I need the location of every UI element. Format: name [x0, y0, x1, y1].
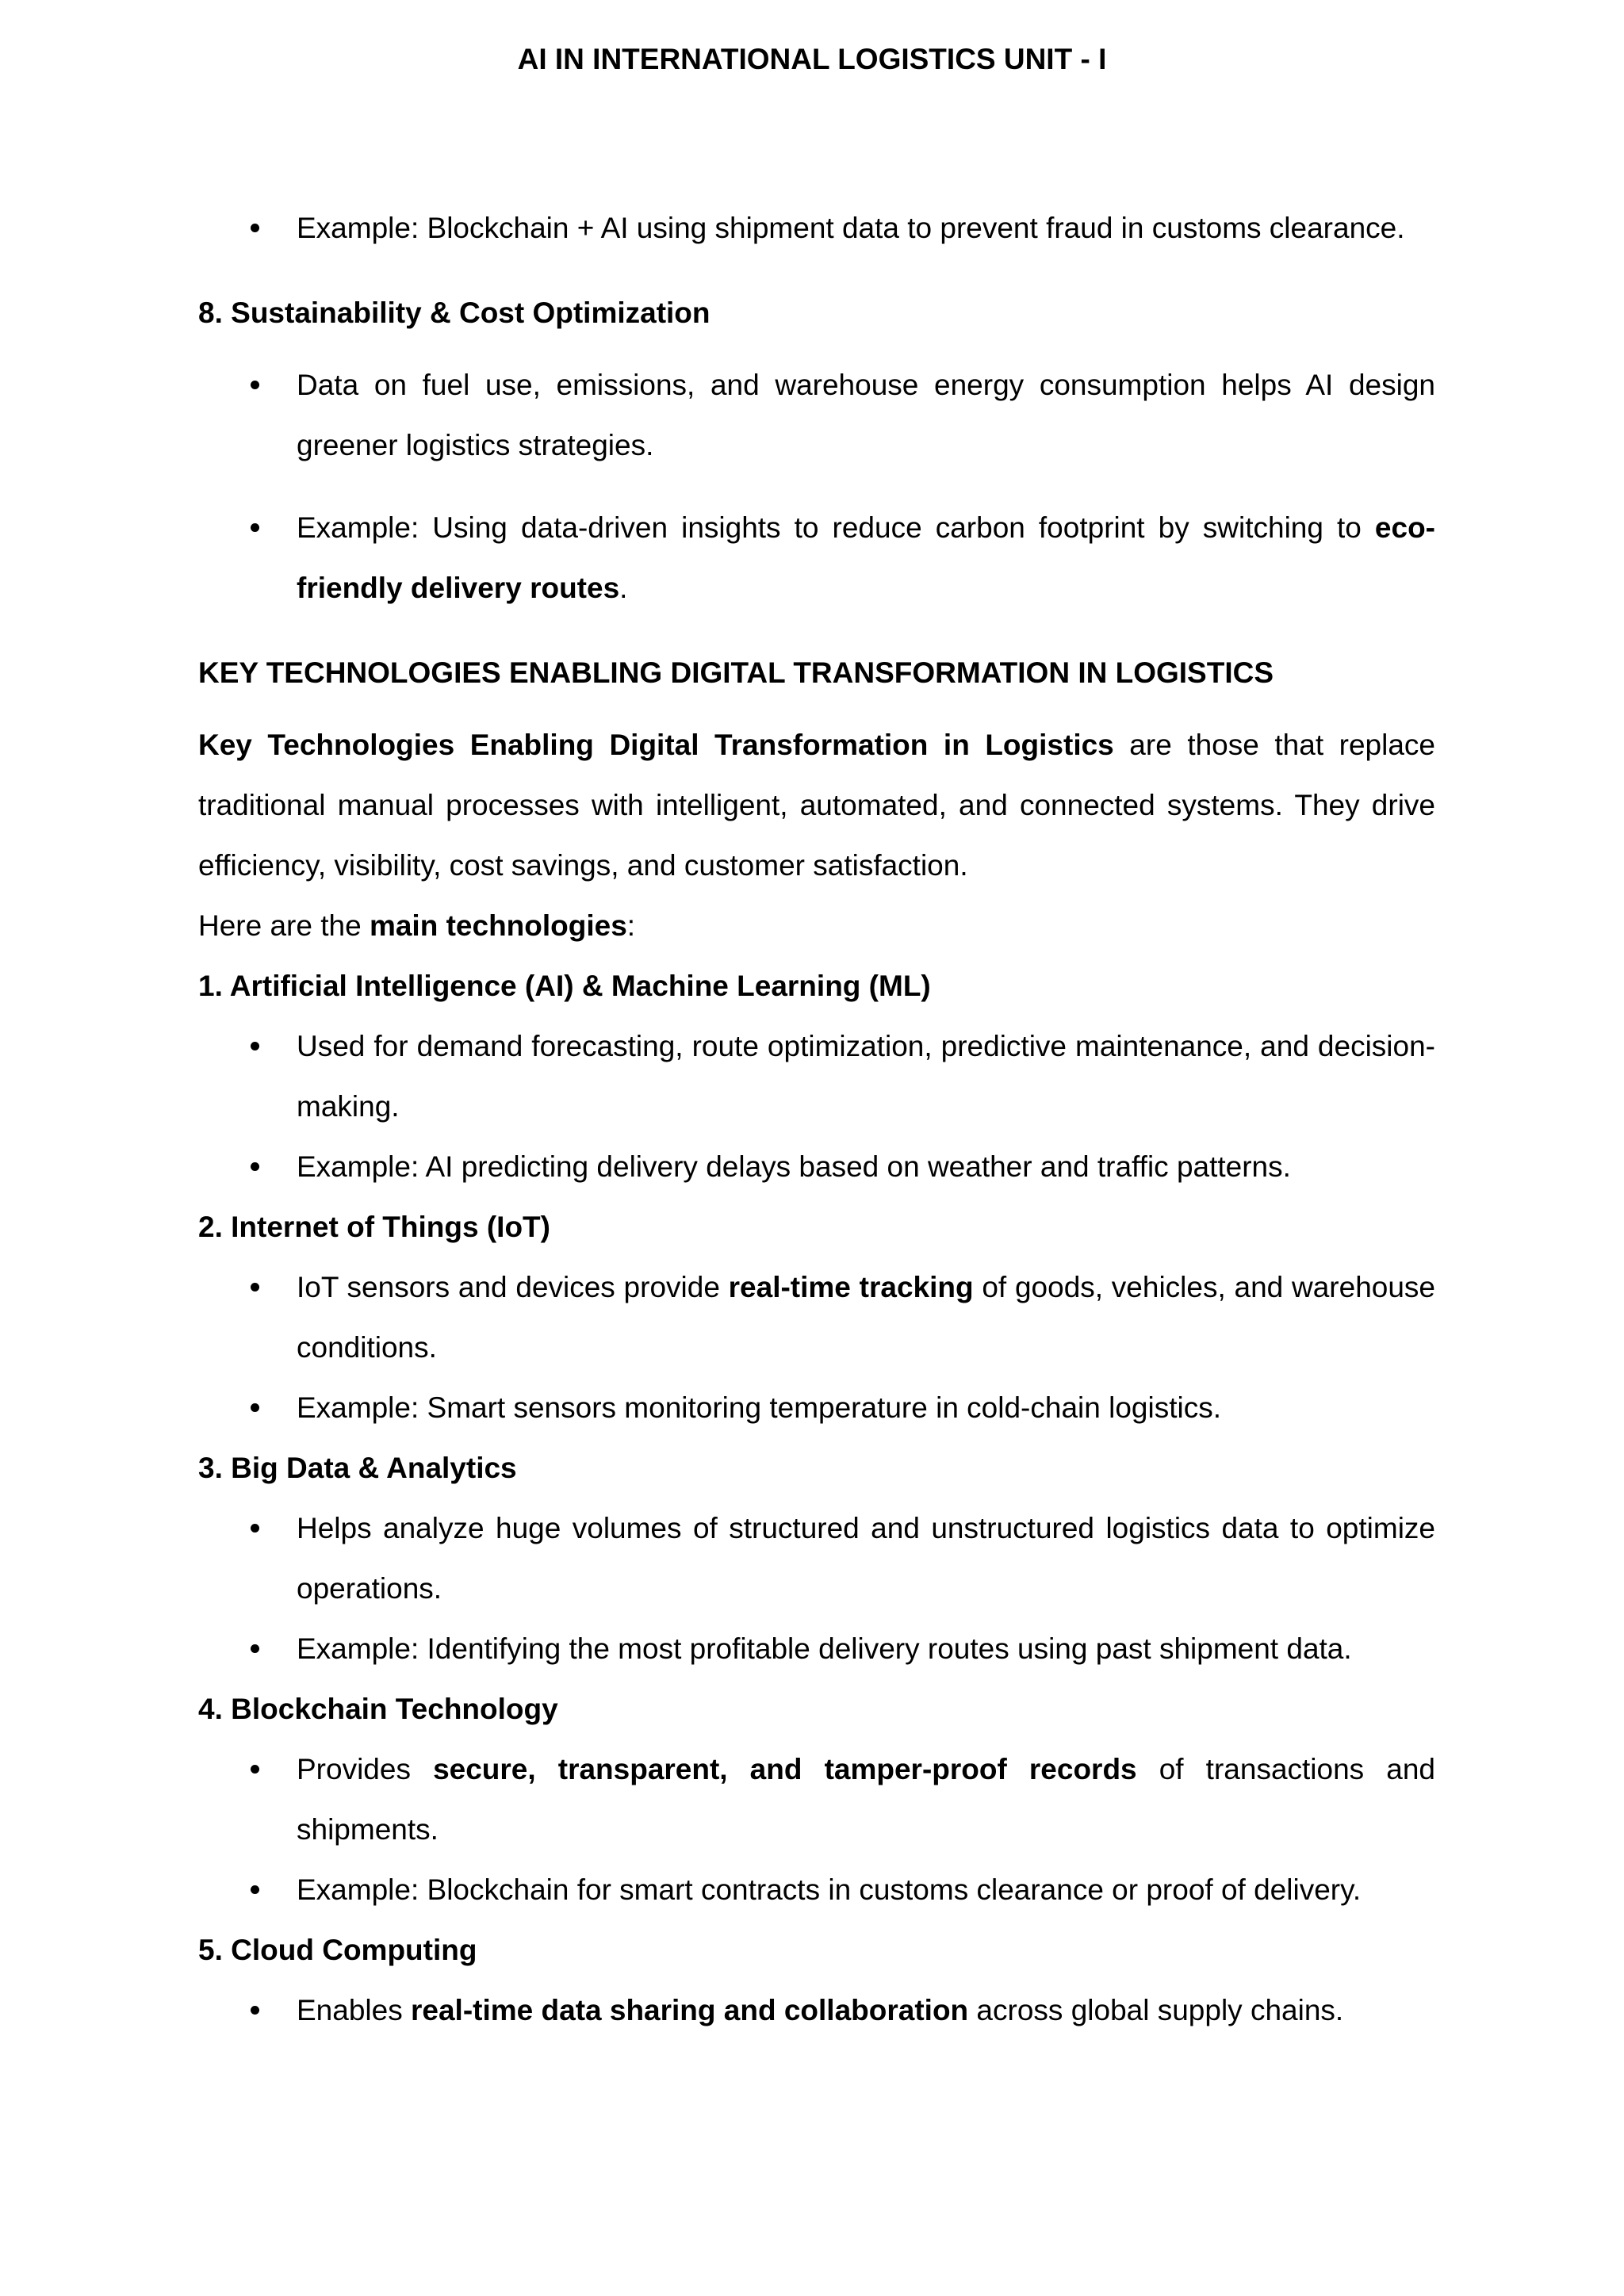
section-heading: 1. Artificial Intelligence (AI) & Machine Learning (ML) — [198, 970, 931, 1002]
list-item: Data on fuel use, emissions, and warehouse energy consumption helps AI design greener logistics strategies. — [198, 355, 1435, 476]
list-item: Example: AI predicting delivery delays based on weather and traffic patterns. — [198, 1137, 1435, 1197]
paragraph — [198, 715, 1435, 896]
section-heading: 8. Sustainability & Cost Optimization — [198, 297, 710, 329]
list-item — [198, 498, 1435, 618]
text-run: Example: Using data-driven insights to reduce carbon footprint by switching to — [297, 511, 1375, 544]
text-run: Enables — [297, 1994, 411, 2026]
text-run: of transactions and shipments. — [297, 1753, 1436, 1846]
page-header: AI IN INTERNATIONAL LOGISTICS UNIT - I — [517, 43, 1107, 75]
section-heading: 5. Cloud Computing — [198, 1934, 477, 1966]
bold-text: secure, transparent, and tamper-proof records — [433, 1753, 1137, 1785]
bold-text: real-time tracking — [728, 1271, 974, 1303]
section-heading: 3. Big Data & Analytics — [198, 1452, 517, 1484]
list-item: Used for demand forecasting, route optimization, predictive maintenance, and decision-making. — [198, 1016, 1435, 1137]
bold-text: Key Technologies Enabling Digital Transformation in Logistics — [198, 729, 1114, 761]
text-run: of goods, vehicles, and warehouse conditions. — [297, 1271, 1436, 1364]
list-item: Helps analyze huge volumes of structured and unstructured logistics data to optimize operations. — [198, 1498, 1435, 1619]
list-item — [198, 1980, 1435, 2041]
text-run: : — [626, 909, 636, 942]
text-run: Provides — [297, 1753, 434, 1785]
section-heading: 4. Blockchain Technology — [198, 1693, 558, 1725]
text-run: Here are the — [198, 909, 370, 942]
bold-text: main technologies — [369, 909, 627, 942]
paragraph — [198, 896, 1435, 956]
text-run: are those that replace traditional manual processes with intelligent, automated, and connected systems. They drive efficiency, visibility, cost savings, and customer satisfaction. — [198, 729, 1435, 882]
text-run: IoT sensors and devices provide — [297, 1271, 729, 1303]
section-heading: 2. Internet of Things (IoT) — [198, 1211, 550, 1243]
list-item: Example: Blockchain + AI using shipment data to prevent fraud in customs clearance. — [198, 198, 1435, 258]
list-item: Example: Blockchain for smart contracts in customs clearance or proof of delivery. — [198, 1860, 1435, 1920]
list-item — [198, 1257, 1435, 1378]
bold-text: real-time data sharing and collaboration — [411, 1994, 969, 2026]
bold-text: eco-friendly delivery routes — [297, 511, 1435, 604]
list-item: Example: Identifying the most profitable delivery routes using past shipment data. — [198, 1619, 1435, 1679]
text-run: across global supply chains. — [968, 1994, 1344, 2026]
section-heading: KEY TECHNOLOGIES ENABLING DIGITAL TRANSFORMATION IN LOGISTICS — [198, 656, 1274, 689]
document-body — [198, 198, 1435, 2041]
list-item — [198, 1739, 1435, 1860]
text-run: . — [619, 572, 628, 604]
list-item: Example: Smart sensors monitoring temperature in cold-chain logistics. — [198, 1378, 1435, 1438]
